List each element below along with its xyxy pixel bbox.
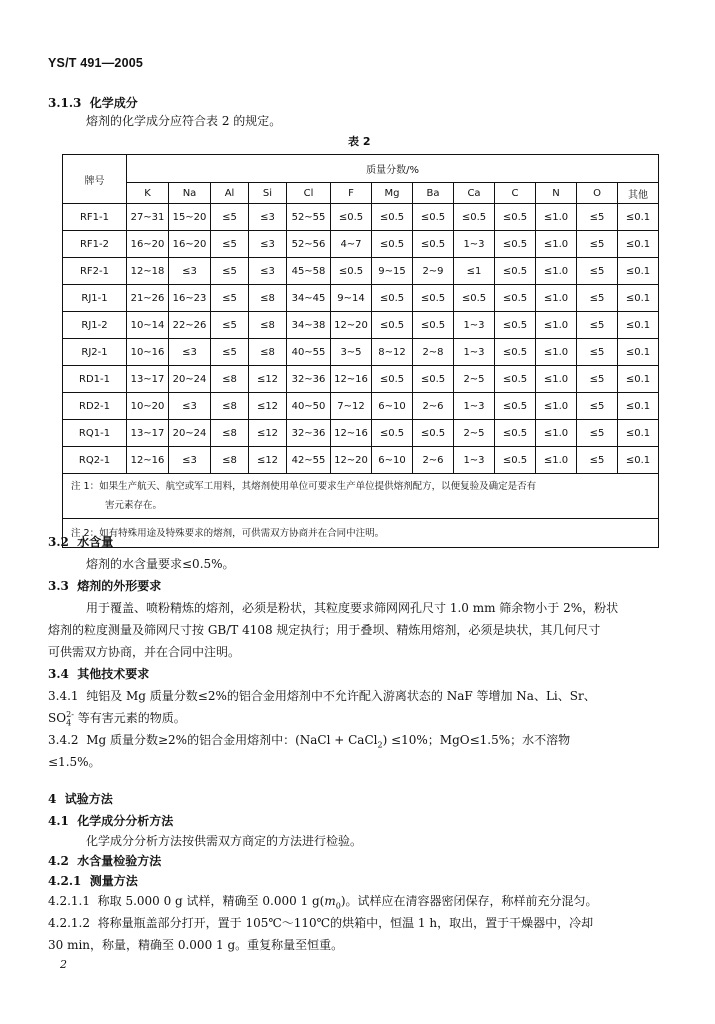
value-cell: ≤5 [577,339,618,366]
value-cell: ≤0.5 [372,420,413,447]
value-cell: 12~18 [127,258,169,285]
value-cell: ≤5 [577,231,618,258]
value-cell: ≤1.0 [536,312,577,339]
value-cell: ≤3 [169,447,211,474]
element-header: C [495,183,536,204]
section-3-3-line-2: 熔剂的粒度测量及筛网尺寸按 GB/T 4108 规定执行；用于叠坝、精炼用熔剂，必须是块状，其几何尺寸 [48,623,601,637]
value-cell: ≤0.5 [372,204,413,231]
value-cell: 34~38 [287,312,331,339]
value-cell: 10~20 [127,393,169,420]
value-cell: ≤1 [454,258,495,285]
value-cell: ≤0.1 [618,420,659,447]
section-3-4-heading [48,665,149,682]
section-3-1-3-text: 熔剂的化学成分应符合表 2 的规定。 [86,114,282,128]
value-cell: 16~20 [169,231,211,258]
value-cell: 4~7 [331,231,372,258]
value-cell: ≤8 [211,393,249,420]
element-header: Si [249,183,287,204]
table-row [63,339,659,366]
grade-cell: RJ2-1 [63,339,127,366]
value-cell: 6~10 [372,393,413,420]
value-cell: 2~9 [413,258,454,285]
section-number: 4 [48,792,57,806]
value-cell: ≤5 [211,258,249,285]
section-title: 水含量检验方法 [77,854,162,868]
value-cell: ≤8 [249,339,287,366]
value-cell: ≤0.1 [618,231,659,258]
value-cell: ≤5 [211,285,249,312]
element-header: Na [169,183,211,204]
value-cell: ≤5 [211,339,249,366]
value-cell: ≤0.5 [495,258,536,285]
value-cell: ≤0.5 [495,285,536,312]
value-cell: 16~20 [127,231,169,258]
value-cell: ≤1.0 [536,393,577,420]
mass-subscript: 0 [335,901,341,911]
value-cell: ≤5 [577,366,618,393]
value-cell: 32~36 [287,366,331,393]
element-header-row [63,183,659,204]
grade-cell: RD2-1 [63,393,127,420]
section-title: 化学成分 [89,96,138,110]
value-cell: 9~14 [331,285,372,312]
element-header: K [127,183,169,204]
section-4-2-heading [48,852,161,869]
value-cell: 2~6 [413,447,454,474]
value-cell: 2~8 [413,339,454,366]
element-header: Al [211,183,249,204]
value-cell: ≤5 [577,204,618,231]
value-cell: 3~5 [331,339,372,366]
value-cell: ≤0.5 [454,285,495,312]
value-cell: 20~24 [169,420,211,447]
grade-cell: RF1-1 [63,204,127,231]
section-title: 熔剂的外形要求 [77,579,162,593]
value-cell: 12~20 [331,447,372,474]
value-cell: ≤1.0 [536,258,577,285]
value-cell: ≤12 [249,393,287,420]
cacl2-subscript: 2 [377,740,383,750]
value-cell: ≤1.0 [536,339,577,366]
value-cell: 52~56 [287,231,331,258]
value-cell: ≤3 [249,204,287,231]
value-cell: ≤0.5 [413,231,454,258]
value-cell: ≤0.5 [495,231,536,258]
value-cell: 12~16 [331,366,372,393]
value-cell: 32~36 [287,420,331,447]
clause-text: )。试样应在清容器密闭保存，称样前充分混匀。 [340,894,598,908]
section-title: 试验方法 [64,792,113,806]
element-header: Mg [372,183,413,204]
value-cell: ≤0.5 [495,312,536,339]
section-3-2-heading [48,533,113,550]
value-cell: 6~10 [372,447,413,474]
value-cell: ≤3 [169,393,211,420]
standard-code-header: YS/T 491—2005 [48,56,144,70]
value-cell: ≤0.1 [618,204,659,231]
section-number: 4.2.1.1 [48,894,90,908]
section-3-4-1-line-1 [48,687,596,704]
value-cell: 2~5 [454,420,495,447]
table-row [63,312,659,339]
section-4-2-1-2-line-1 [48,914,593,931]
section-3-3-line-3: 可供需双方协商，并在合同中注明。 [48,645,241,659]
value-cell: 34~45 [287,285,331,312]
value-cell: ≤0.5 [372,231,413,258]
section-number: 3.1.3 [48,96,82,110]
section-number: 3.4.1 [48,689,79,703]
value-cell: 13~17 [127,366,169,393]
table-row [63,393,659,420]
section-number: 4.1 [48,814,69,828]
element-header: 其他 [618,183,659,204]
value-cell: ≤0.5 [372,312,413,339]
section-3-4-2-line-1 [48,731,570,749]
value-cell: ≤0.1 [618,339,659,366]
value-cell: ≤8 [249,312,287,339]
value-cell: ≤0.1 [618,258,659,285]
value-cell: ≤0.5 [495,420,536,447]
element-header: F [331,183,372,204]
value-cell: ≤1.0 [536,420,577,447]
section-3-4-1-line-2 [48,709,186,727]
value-cell: ≤12 [249,420,287,447]
table-row [63,204,659,231]
table-row [63,420,659,447]
section-4-1-heading [48,812,173,829]
grade-cell: RD1-1 [63,366,127,393]
value-cell: ≤0.5 [495,204,536,231]
sulfate-symbol: SO [48,711,67,725]
chemical-composition-table [62,154,659,548]
value-cell: ≤1.0 [536,447,577,474]
clause-text: 等有害元素的物质。 [77,711,186,725]
table-note-2: 注 2：如有特殊用途及特殊要求的熔剂，可供需双方协商并在合同中注明。 [63,519,659,548]
value-cell: 8~12 [372,339,413,366]
value-cell: ≤0.5 [413,420,454,447]
value-cell: ≤0.5 [331,258,372,285]
value-cell: 52~55 [287,204,331,231]
value-cell: ≤1.0 [536,204,577,231]
value-cell: ≤5 [211,231,249,258]
value-cell: ≤8 [211,447,249,474]
value-cell: 42~55 [287,447,331,474]
value-cell: ≤0.5 [495,393,536,420]
table-row [63,231,659,258]
section-title: 水含量 [77,535,114,549]
grade-cell: RJ1-1 [63,285,127,312]
value-cell: 10~14 [127,312,169,339]
value-cell: ≤5 [211,204,249,231]
table-note-1 [63,474,659,519]
section-4-1-text: 化学成分分析方法按供需双方商定的方法进行检验。 [86,834,363,848]
section-number: 4.2 [48,854,69,868]
value-cell: ≤5 [577,285,618,312]
value-cell: ≤1.0 [536,285,577,312]
value-cell: 1~3 [454,312,495,339]
value-cell: ≤0.5 [454,204,495,231]
value-cell: ≤3 [169,339,211,366]
value-cell: 27~31 [127,204,169,231]
value-cell: ≤0.1 [618,285,659,312]
grade-cell: RQ1-1 [63,420,127,447]
section-number: 3.4 [48,667,69,681]
value-cell: ≤0.5 [372,285,413,312]
value-cell: ≤12 [249,447,287,474]
section-3-3-line-1: 用于覆盖、喷粉精炼的熔剂，必须是粉状，其粒度要求筛网网孔尺寸 1.0 mm 筛余物小于 2%，粉状 [86,601,619,615]
value-cell: ≤12 [249,366,287,393]
value-cell: ≤0.5 [331,204,372,231]
value-cell: 1~3 [454,447,495,474]
value-cell: ≤0.5 [495,447,536,474]
value-cell: ≤5 [577,258,618,285]
value-cell: 40~50 [287,393,331,420]
value-cell: 10~16 [127,339,169,366]
value-cell: ≤5 [577,393,618,420]
section-number: 3.4.2 [48,733,79,747]
value-cell: ≤0.5 [413,366,454,393]
value-cell: ≤0.5 [413,204,454,231]
value-cell: 45~58 [287,258,331,285]
value-cell: 1~3 [454,231,495,258]
table-caption: 表 2 [348,135,371,148]
value-cell: ≤0.1 [618,312,659,339]
element-header: O [577,183,618,204]
value-cell: ≤5 [577,420,618,447]
value-cell: 1~3 [454,339,495,366]
value-cell: 16~23 [169,285,211,312]
section-number: 4.2.1.2 [48,916,90,930]
value-cell: 20~24 [169,366,211,393]
value-cell: ≤5 [577,312,618,339]
grade-cell: RF2-1 [63,258,127,285]
value-cell: 15~20 [169,204,211,231]
grade-header: 牌号 [63,155,127,204]
section-title: 测量方法 [89,874,138,888]
table-row [63,258,659,285]
value-cell: 1~3 [454,393,495,420]
value-cell: 7~12 [331,393,372,420]
value-cell: ≤1.0 [536,231,577,258]
clause-text: Mg 质量分数≥2%的铝合金用熔剂中：(NaCl + CaCl [86,733,378,747]
value-cell: ≤8 [249,285,287,312]
clause-text: ) ≤10%；MgO≤1.5%；水不溶物 [382,733,571,747]
mass-fraction-header: 质量分数/% [127,155,659,183]
sulfate-subscript: 4 [66,718,72,728]
value-cell: ≤8 [211,420,249,447]
table-row [63,285,659,312]
note-1-line-2: 害元素存在。 [105,500,163,511]
value-cell: 12~16 [331,420,372,447]
section-4-2-1-2-line-2: 30 min，称量，精确至 0.000 1 g。重复称量至恒重。 [48,938,344,952]
value-cell: ≤3 [169,258,211,285]
section-3-1-3-heading [48,94,138,111]
grade-cell: RQ2-1 [63,447,127,474]
section-number: 3.3 [48,579,69,593]
value-cell: ≤0.5 [372,366,413,393]
table-row [63,366,659,393]
section-number: 4.2.1 [48,874,82,888]
note-1-line-1: 注 1：如果生产航天、航空或军工用料，其熔剂使用单位可要求生产单位提供熔剂配方，以便复验及确定是否有 [71,481,537,492]
clause-text: 称取 5.000 0 g 试样，精确至 0.000 1 g( [97,894,325,908]
element-header: Cl [287,183,331,204]
grade-cell: RF1-2 [63,231,127,258]
value-cell: 2~5 [454,366,495,393]
section-3-4-2-line-2: ≤1.5%。 [48,755,101,769]
value-cell: 12~20 [331,312,372,339]
value-cell: ≤0.5 [495,339,536,366]
value-cell: ≤0.1 [618,447,659,474]
value-cell: ≤0.1 [618,393,659,420]
value-cell: ≤3 [249,258,287,285]
value-cell: ≤3 [249,231,287,258]
value-cell: 40~55 [287,339,331,366]
section-title: 化学成分分析方法 [77,814,174,828]
value-cell: ≤5 [211,312,249,339]
section-4-2-1-heading [48,872,138,889]
grade-cell: RJ1-2 [63,312,127,339]
mass-symbol: m [324,894,336,908]
value-cell: ≤1.0 [536,366,577,393]
value-cell: ≤0.5 [495,366,536,393]
section-4-2-1-1-line [48,892,598,910]
section-number: 3.2 [48,535,69,549]
value-cell: ≤5 [577,447,618,474]
section-3-2-text: 熔剂的水含量要求≤0.5%。 [86,557,235,571]
clause-text: 将称量瓶盖部分打开，置于 105℃～110℃的烘箱中，恒温 1 h，取出，置于干燥器中，冷却 [97,916,594,930]
value-cell: ≤0.5 [413,285,454,312]
value-cell: ≤0.5 [413,312,454,339]
value-cell: 13~17 [127,420,169,447]
clause-text: 纯铝及 Mg 质量分数≤2%的铝合金用熔剂中不允许配入游离状态的 NaF 等增加 Na、Li、Sr、 [86,689,596,703]
table-row [63,447,659,474]
element-header: N [536,183,577,204]
element-header: Ba [413,183,454,204]
value-cell: ≤0.1 [618,366,659,393]
value-cell: 9~15 [372,258,413,285]
page-number: 2 [60,958,67,971]
section-3-3-heading [48,577,161,594]
section-title: 其他技术要求 [77,667,150,681]
value-cell: 22~26 [169,312,211,339]
value-cell: 21~26 [127,285,169,312]
element-header: Ca [454,183,495,204]
sulfate-superscript: 2- [66,710,74,719]
value-cell: 2~6 [413,393,454,420]
value-cell: 12~16 [127,447,169,474]
value-cell: ≤8 [211,366,249,393]
section-4-heading [48,790,113,807]
